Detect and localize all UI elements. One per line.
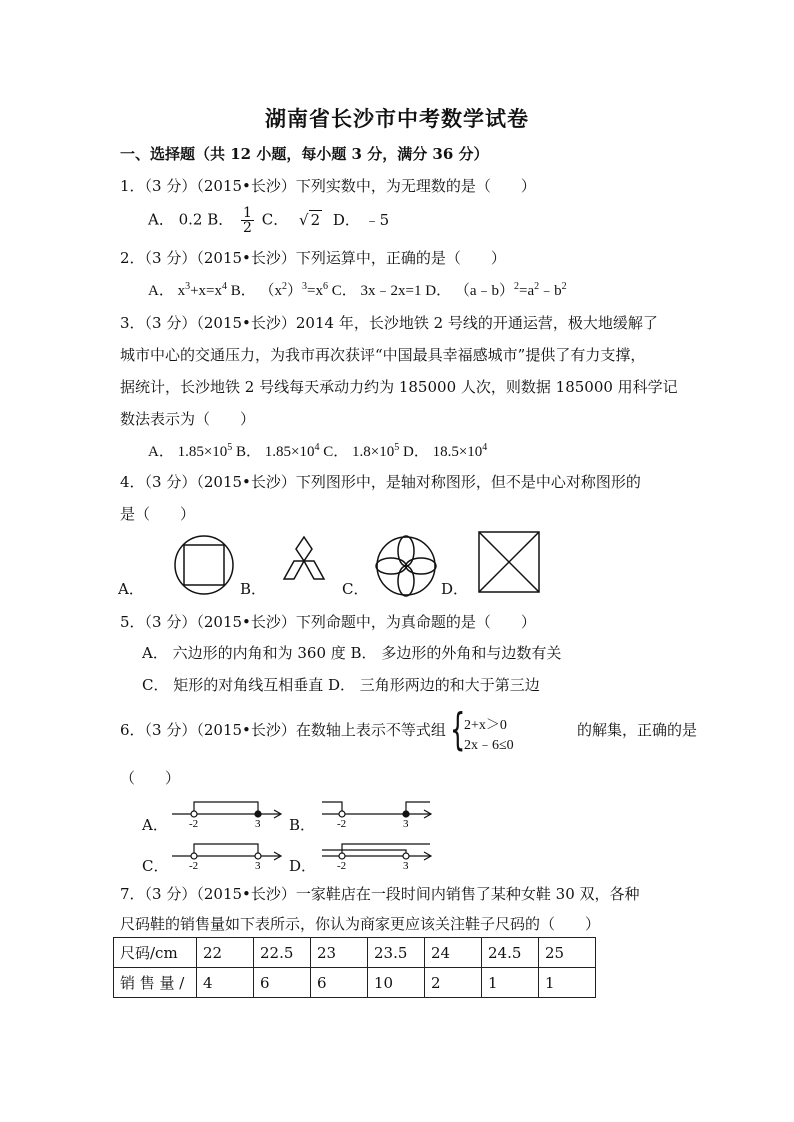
tick-label-neg2: -2 <box>337 860 347 872</box>
q4-line2: 是（ ） <box>120 505 196 523</box>
q3-c-sup: 5 <box>394 442 400 453</box>
q3-c: C． 1.8×10 <box>319 444 395 460</box>
tick-label-neg2: -2 <box>189 860 199 872</box>
q4-label-c: C． <box>342 580 369 598</box>
q7-line1: 7．（3 分）（2015•长沙）一家鞋店在一段时间内销售了某种女鞋 30 双，各种 <box>120 885 640 903</box>
sqrt-icon: √ <box>299 210 309 229</box>
q3-b: B． 1.85×10 <box>232 444 315 460</box>
table-cell: 1 <box>482 968 539 998</box>
table-cell: 4 <box>197 968 254 998</box>
q6-paren: （ ） <box>120 769 181 787</box>
table-cell: 2 <box>425 968 482 998</box>
q6-label-c: C． <box>142 857 169 875</box>
table-cell: 24.5 <box>482 938 539 968</box>
table-row <box>114 938 596 968</box>
number-line-b <box>318 796 436 830</box>
q3-a-sup: 5 <box>227 442 233 453</box>
q6-label-a: A． <box>142 816 168 834</box>
section-heading: 一、选择题（共 12 小题，每小题 3 分，满分 36 分） <box>120 145 489 163</box>
q2-a-mid: +x=x <box>190 283 223 299</box>
table-cell: 6 <box>311 968 368 998</box>
q5-options-ab: A． 六边形的内角和为 360 度 B． 多边形的外角和与边数有关 <box>142 644 562 662</box>
q2-b-sup3: 6 <box>323 281 329 292</box>
tick-label-3: 3 <box>403 860 409 872</box>
tick-label-neg2: -2 <box>189 818 199 830</box>
brace-icon: { <box>450 704 466 755</box>
number-line-c <box>168 838 286 872</box>
table-cell: 销 售 量 / <box>114 968 197 998</box>
q6-label-d: D． <box>289 857 317 875</box>
q2-b-mid: ） <box>287 283 303 299</box>
table-cell: 1 <box>539 968 596 998</box>
q2-d-sup1: 2 <box>513 281 519 292</box>
table-cell: 23 <box>311 938 368 968</box>
q5-options-cd: C． 矩形的对角线互相垂直 D． 三角形两边的和大于第三边 <box>142 676 540 694</box>
tick-label-3: 3 <box>255 860 261 872</box>
q6-label-b: B． <box>289 816 316 834</box>
q1-option-a-b: A． 0.2 B． <box>148 210 234 229</box>
q2-c-d-text: C． 3x﹣2x=1 D． （a﹣b） <box>328 283 514 299</box>
q1-frac-num: 1 <box>243 205 252 221</box>
inequality-1: 2+x＞0 <box>464 718 507 733</box>
table-cell: 22.5 <box>254 938 311 968</box>
q7-line2: 尺码鞋的销售量如下表所示，你认为商家更应该关注鞋子尺码的（ ） <box>120 915 601 933</box>
q2-b-sup2: 3 <box>302 281 308 292</box>
q1-sqrt-arg: 2 <box>310 210 321 229</box>
q3-line3: 据统计，长沙地铁 2 号线每天承动力约为 185000 人次，则数据 185000 用科学记 <box>120 378 678 396</box>
shoe-size-table <box>113 937 596 998</box>
q3-line1: 3．（3 分）（2015•长沙）2014 年，长沙地铁 2 号线的开通运营，极大地缓解了 <box>120 314 658 332</box>
q2-options <box>148 279 567 300</box>
q4-label-d: D． <box>441 580 469 598</box>
q4-label-b: B． <box>240 580 267 598</box>
q2-a-sup2: 4 <box>222 281 228 292</box>
page-title: 湖南省长沙市中考数学试卷 <box>265 106 529 131</box>
tick-label-neg2: -2 <box>337 818 347 830</box>
table-cell: 24 <box>425 938 482 968</box>
q5-stem: 5．（3 分）（2015•长沙）下列命题中，为真命题的是（ ） <box>120 613 536 631</box>
table-cell: 23.5 <box>368 938 425 968</box>
tick-label-3: 3 <box>403 818 409 830</box>
circle-with-square-figure <box>173 534 235 596</box>
q2-b-post: =x <box>307 283 324 299</box>
square-with-diagonals-figure <box>477 530 541 594</box>
q6-stem-pre: 6．（3 分）（2015•长沙）在数轴上表示不等式组 <box>120 721 446 739</box>
table-cell: 6 <box>254 968 311 998</box>
q1-options <box>148 206 389 235</box>
three-rhombus-figure <box>276 535 332 585</box>
table-row <box>114 968 596 998</box>
q1-frac-den: 2 <box>243 220 252 236</box>
tick-label-3: 3 <box>255 818 261 830</box>
table-cell: 22 <box>197 938 254 968</box>
q2-d-post: ﹣b <box>539 283 562 299</box>
q3-line4: 数法表示为（ ） <box>120 410 256 428</box>
q2-d-mid: =a <box>518 283 535 299</box>
q3-a: A． 1.85×10 <box>148 444 228 460</box>
q2-stem: 2．（3 分）（2015•长沙）下列运算中，正确的是（ ） <box>120 249 506 267</box>
q2-d-sup2: 2 <box>534 281 540 292</box>
q3-line2: 城市中心的交通压力，为我市再次获评“中国最具幸福感城市”提供了有力支撑， <box>120 346 646 364</box>
q6-stem-post: 的解集，正确的是 <box>577 721 698 739</box>
q3-d-sup: 4 <box>482 442 488 453</box>
q4-label-a: A． <box>118 580 144 598</box>
table-cell: 10 <box>368 968 425 998</box>
inequality-2: 2x﹣6≤0 <box>464 738 514 753</box>
q2-a-sup1: 3 <box>185 281 191 292</box>
q1-option-d: D． ﹣5 <box>332 210 390 229</box>
q4-line1: 4．（3 分）（2015•长沙）下列图形中，是轴对称图形，但不是中心对称图形的 <box>120 473 641 491</box>
table-cell: 25 <box>539 938 596 968</box>
number-line-d <box>318 838 436 872</box>
q1-option-c: C． <box>261 210 289 229</box>
q2-d-sup3: 2 <box>561 281 567 292</box>
q1-stem: 1．（3 分）（2015•长沙）下列实数中，为无理数的是（ ） <box>120 177 536 195</box>
four-petal-circle-figure <box>375 535 437 597</box>
table-cell: 尺码/cm <box>114 938 197 968</box>
q2-b-text: B． （x <box>227 283 283 299</box>
inequality-system <box>450 704 580 755</box>
q3-d: D． 18.5×10 <box>399 444 483 460</box>
q2-a-text: A． x <box>148 283 186 299</box>
q1-fraction <box>241 206 254 235</box>
q3-options <box>148 440 487 461</box>
number-line-a <box>168 796 286 830</box>
q2-b-sup1: 2 <box>282 281 288 292</box>
q3-b-sup: 4 <box>314 442 320 453</box>
